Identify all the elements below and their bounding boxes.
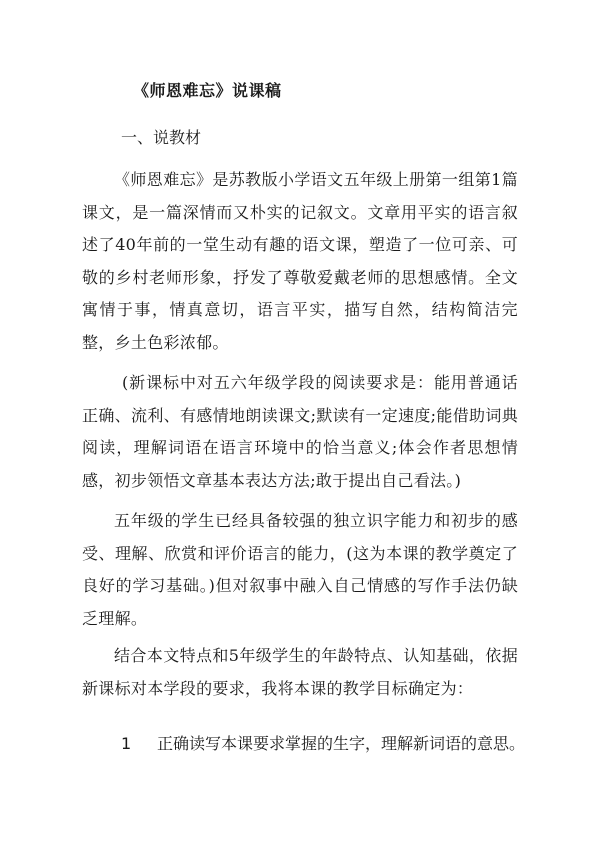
paragraph-teaching-goals: 结合本文特点和5年级学生的年龄特点、认知基础，依据新课标对本学段的要求，我将本课的教学目标确定为： xyxy=(82,646,518,698)
paragraph-student-analysis: 五年级的学生已经具备较强的独立识字能力和初步的感受、理解、欣赏和评价语言的能力，(这为本课的教学奠定了良好的学习基础。)但对叙事中融入自己情感的写作手法仍缺乏理解。 xyxy=(82,511,518,628)
list-item-text: 正确读写本课要求掌握的生字，理解新词语的意思。 xyxy=(157,734,526,753)
list-item xyxy=(121,731,525,754)
list-item-number: 1 xyxy=(121,734,132,753)
paragraph-intro: 《师恩难忘》是苏教版小学语文五年级上册第一组第1篇课文，是一篇深情而又朴实的记叙文。文章用平实的语言叙述了40年前的一堂生动有趣的语文课，塑造了一位可亲、可敬的乡村老师形象，抒发了尊敬爱戴老师的思想感情。全文寓情于事，情真意切，语言平实，描写自然，结构简洁完整，乡土色彩浓郁。 xyxy=(82,170,518,352)
paragraph-curriculum-requirements: (新课标中对五六年级学段的阅读要求是：能用普通话正确、流利、有感情地朗读课文;默读有一定速度;能借助词典阅读，理解词语在语言环境中的恰当意义;体会作者思想情感，初步领悟文章基本表达方法;敢于提出自己看法。) xyxy=(82,373,518,490)
section-heading: 一、说教材 xyxy=(121,128,202,147)
document-title: 《师恩难忘》说课稿 xyxy=(133,81,282,100)
